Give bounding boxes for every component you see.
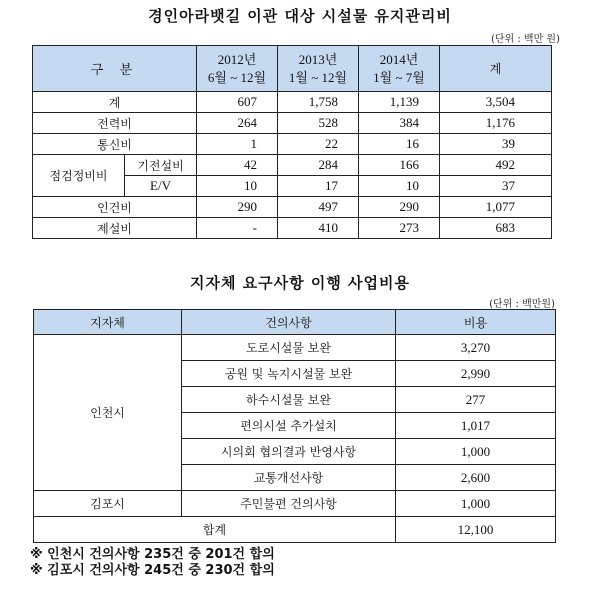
footnotes xyxy=(30,547,275,579)
table-row xyxy=(33,218,552,239)
row-label: 계 xyxy=(33,92,197,113)
cell-2014: 10 xyxy=(359,176,440,197)
cell-2014: 290 xyxy=(359,197,440,218)
cell-2012: - xyxy=(197,218,278,239)
table1-title: 경인아라뱃길 이관 대상 시설물 유지관리비 xyxy=(148,7,452,25)
cost-cell: 2,600 xyxy=(396,465,556,491)
header-2012 xyxy=(197,46,278,92)
municipality-cost-table xyxy=(33,309,556,543)
item-cell: 하수시설물 보완 xyxy=(182,387,396,413)
cell-total: 492 xyxy=(440,155,552,176)
row-label: 제설비 xyxy=(33,218,197,239)
item-cell: 편의시설 추가설치 xyxy=(182,413,396,439)
cost-cell: 2,990 xyxy=(396,361,556,387)
cell-2013: 22 xyxy=(278,134,359,155)
header-2014-year: 2014년 xyxy=(379,51,419,67)
table-row xyxy=(33,155,552,176)
cell-2012: 607 xyxy=(197,92,278,113)
cell-2014: 273 xyxy=(359,218,440,239)
item-cell: 공원 및 녹지시설물 보완 xyxy=(182,361,396,387)
municipality-gimpo: 김포시 xyxy=(34,491,182,517)
header-2012-year: 2012년 xyxy=(217,51,257,67)
header-item: 건의사항 xyxy=(182,310,396,335)
cell-2012: 10 xyxy=(197,176,278,197)
table-total-row xyxy=(34,517,556,543)
item-cell: 주민불편 건의사항 xyxy=(182,491,396,517)
cell-2013: 528 xyxy=(278,113,359,134)
header-2013-range: 1월 ~ 12월 xyxy=(288,69,348,85)
cell-total: 39 xyxy=(440,134,552,155)
cell-total: 683 xyxy=(440,218,552,239)
table-row xyxy=(33,197,552,218)
row-group-label: 점검정비비 xyxy=(33,155,125,197)
cell-total: 1,077 xyxy=(440,197,552,218)
item-cell: 교통개선사항 xyxy=(182,465,396,491)
cell-2012: 290 xyxy=(197,197,278,218)
cell-2012: 264 xyxy=(197,113,278,134)
header-municipality: 지자체 xyxy=(34,310,182,335)
header-2012-range: 6월 ~ 12월 xyxy=(207,69,267,85)
header-cost: 비용 xyxy=(396,310,556,335)
item-cell: 시의회 협의결과 반영사항 xyxy=(182,439,396,465)
cost-cell: 277 xyxy=(396,387,556,413)
total-label: 합계 xyxy=(34,517,396,543)
table-header-row xyxy=(33,46,552,92)
footnote-gimpo: ※ 김포시 건의사항 245건 중 230건 합의 xyxy=(30,563,275,578)
table2-title: 지자체 요구사항 이행 사업비용 xyxy=(189,274,411,292)
header-total: 계 xyxy=(440,46,552,92)
cell-2013: 410 xyxy=(278,218,359,239)
row-label: 통신비 xyxy=(33,134,197,155)
cost-cell: 3,270 xyxy=(396,335,556,361)
cell-2013: 17 xyxy=(278,176,359,197)
table-header-row xyxy=(34,310,556,335)
cost-cell: 1,000 xyxy=(396,439,556,465)
cell-2012: 1 xyxy=(197,134,278,155)
cell-2013: 1,758 xyxy=(278,92,359,113)
cell-2013: 284 xyxy=(278,155,359,176)
table-row xyxy=(33,134,552,155)
maintenance-cost-table xyxy=(32,45,552,239)
cell-total: 3,504 xyxy=(440,92,552,113)
cell-total: 37 xyxy=(440,176,552,197)
table-row xyxy=(34,335,556,361)
row-label: E/V xyxy=(125,176,197,197)
cell-2014: 384 xyxy=(359,113,440,134)
table1-unit: (단위 : 백만 원) xyxy=(490,34,560,45)
header-2013 xyxy=(278,46,359,92)
header-2014 xyxy=(359,46,440,92)
table-row xyxy=(33,113,552,134)
row-label: 기전설비 xyxy=(125,155,197,176)
table-row xyxy=(33,92,552,113)
cell-2013: 497 xyxy=(278,197,359,218)
header-2014-range: 1월 ~ 7월 xyxy=(373,69,425,85)
cell-total: 1,176 xyxy=(440,113,552,134)
cost-cell: 1,017 xyxy=(396,413,556,439)
row-label: 전력비 xyxy=(33,113,197,134)
cell-2014: 166 xyxy=(359,155,440,176)
row-label: 인건비 xyxy=(33,197,197,218)
cell-2014: 16 xyxy=(359,134,440,155)
municipality-incheon: 인천시 xyxy=(34,335,182,491)
cell-2014: 1,139 xyxy=(359,92,440,113)
total-cost: 12,100 xyxy=(396,517,556,543)
cost-cell: 1,000 xyxy=(396,491,556,517)
footnote-incheon: ※ 인천시 건의사항 235건 중 201건 합의 xyxy=(30,547,275,562)
table-row xyxy=(34,491,556,517)
header-category: 구 분 xyxy=(33,46,197,92)
header-2013-year: 2013년 xyxy=(298,51,338,67)
item-cell: 도로시설물 보완 xyxy=(182,335,396,361)
table2-unit: (단위 : 백만원) xyxy=(489,299,555,310)
cell-2012: 42 xyxy=(197,155,278,176)
